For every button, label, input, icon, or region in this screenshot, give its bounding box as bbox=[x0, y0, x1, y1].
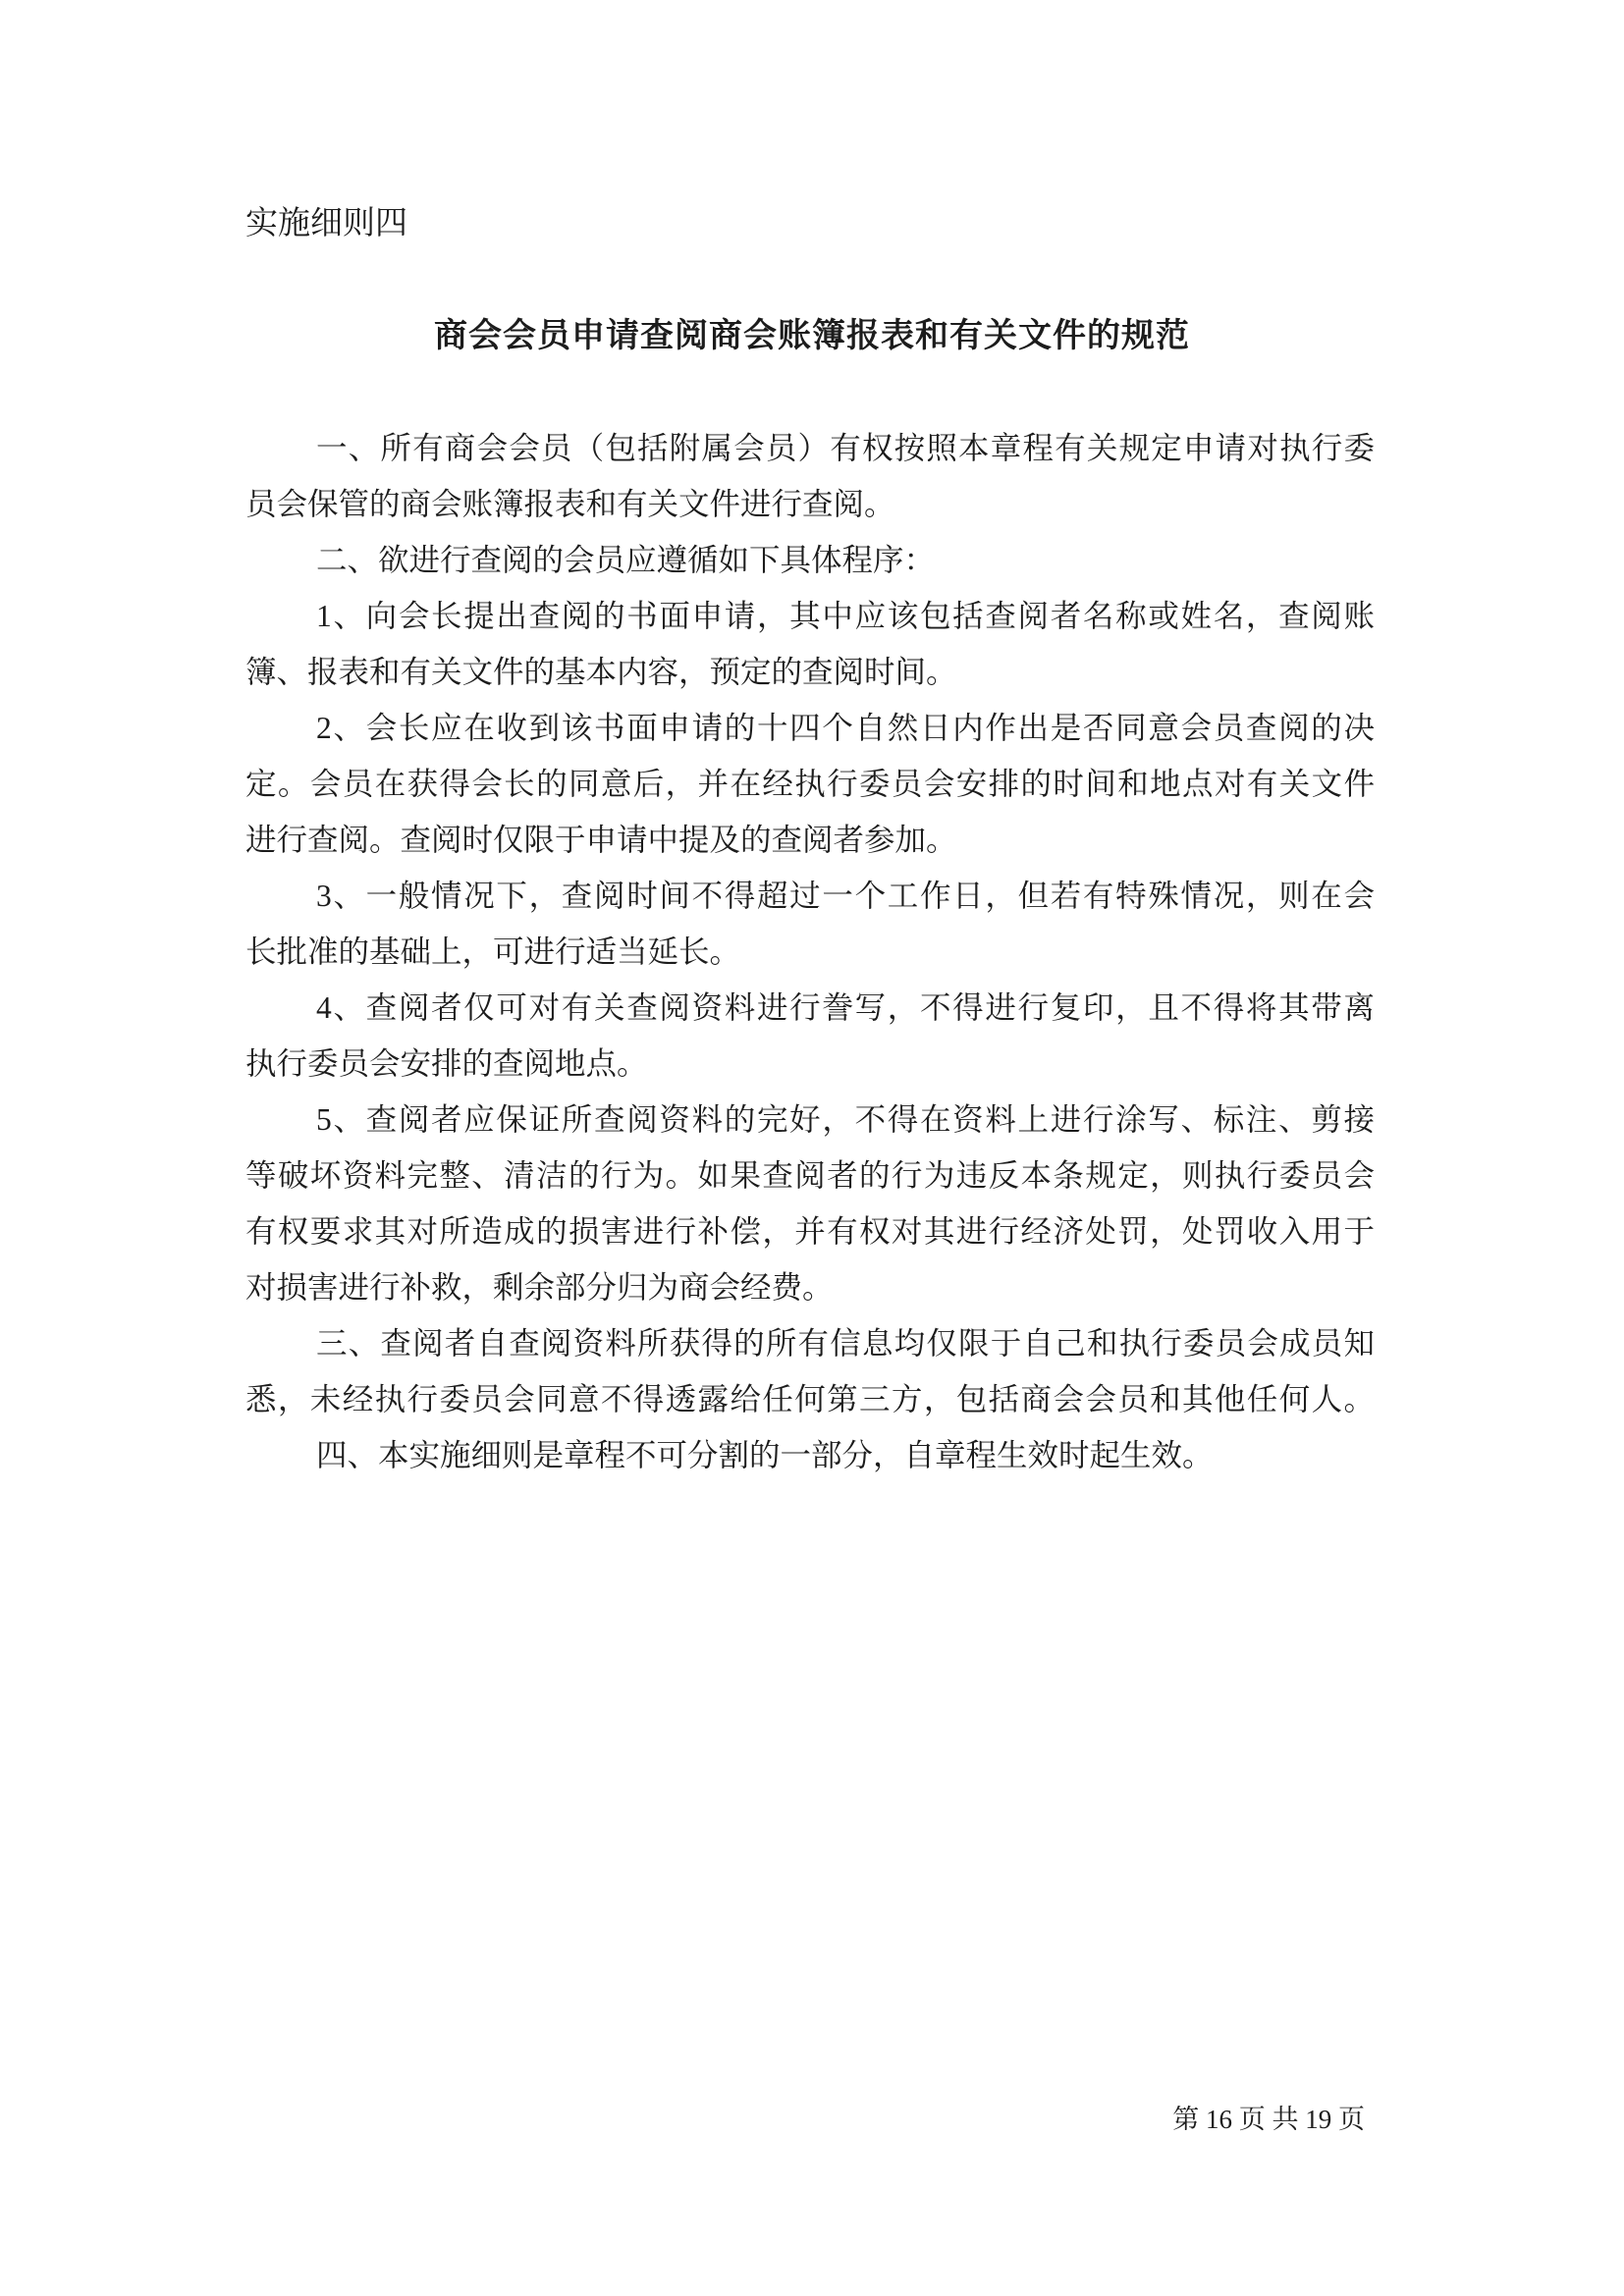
document-title: 商会会员申请查阅商会账簿报表和有关文件的规范 bbox=[434, 317, 1190, 354]
body-text-line: 4、查阅者仅可对有关查阅资料进行誊写，不得进行复印，且不得将其带离 bbox=[316, 990, 1375, 1025]
document-body bbox=[245, 420, 1375, 1483]
body-text-line: 进行查阅。查阅时仅限于申请中提及的查阅者参加。 bbox=[245, 823, 957, 857]
body-text-line: 四、本实施细则是章程不可分割的一部分，自章程生效时起生效。 bbox=[316, 1438, 1214, 1472]
body-text-line: 长批准的基础上，可进行适当延长。 bbox=[245, 934, 741, 969]
body-text-line: 2、会长应在收到该书面申请的十四个自然日内作出是否同意会员查阅的决 bbox=[316, 711, 1375, 745]
body-text-line: 执行委员会安排的查阅地点。 bbox=[245, 1046, 648, 1081]
body-text-line: 有权要求其对所造成的损害进行补偿，并有权对其进行经济处罚，处罚收入用于 bbox=[245, 1214, 1375, 1249]
section-label: 实施细则四 bbox=[245, 206, 407, 241]
body-text-line: 定。会员在获得会长的同意后，并在经执行委员会安排的时间和地点对有关文件 bbox=[245, 767, 1375, 801]
page-footer bbox=[1172, 2103, 1365, 2136]
body-text-line: 等破坏资料完整、清洁的行为。如果查阅者的行为违反本条规定，则执行委员会 bbox=[245, 1158, 1375, 1193]
body-text-line: 一、所有商会会员（包括附属会员）有权按照本章程有关规定申请对执行委 bbox=[316, 431, 1375, 465]
body-text-line: 员会保管的商会账簿报表和有关文件进行查阅。 bbox=[245, 487, 895, 521]
body-text-line: 3、一般情况下，查阅时间不得超过一个工作日，但若有特殊情况，则在会 bbox=[316, 879, 1375, 913]
body-text-line: 5、查阅者应保证所查阅资料的完好，不得在资料上进行涂写、标注、剪接 bbox=[316, 1102, 1375, 1137]
body-text-line: 1、向会长提出查阅的书面申请，其中应该包括查阅者名称或姓名，查阅账 bbox=[316, 599, 1375, 633]
body-text-line: 悉，未经执行委员会同意不得透露给任何第三方，包括商会会员和其他任何人。 bbox=[245, 1382, 1375, 1416]
body-text-line: 对损害进行补救，剩余部分归为商会经费。 bbox=[245, 1270, 834, 1305]
body-text-line: 三、查阅者自查阅资料所获得的所有信息均仅限于自己和执行委员会成员知 bbox=[316, 1326, 1375, 1361]
body-text-line: 二、欲进行查阅的会员应遵循如下具体程序： bbox=[316, 543, 936, 577]
body-text-line: 簿、报表和有关文件的基本内容，预定的查阅时间。 bbox=[245, 655, 957, 689]
page-number-text: 第 16 页 共 19 页 bbox=[1172, 2105, 1365, 2134]
